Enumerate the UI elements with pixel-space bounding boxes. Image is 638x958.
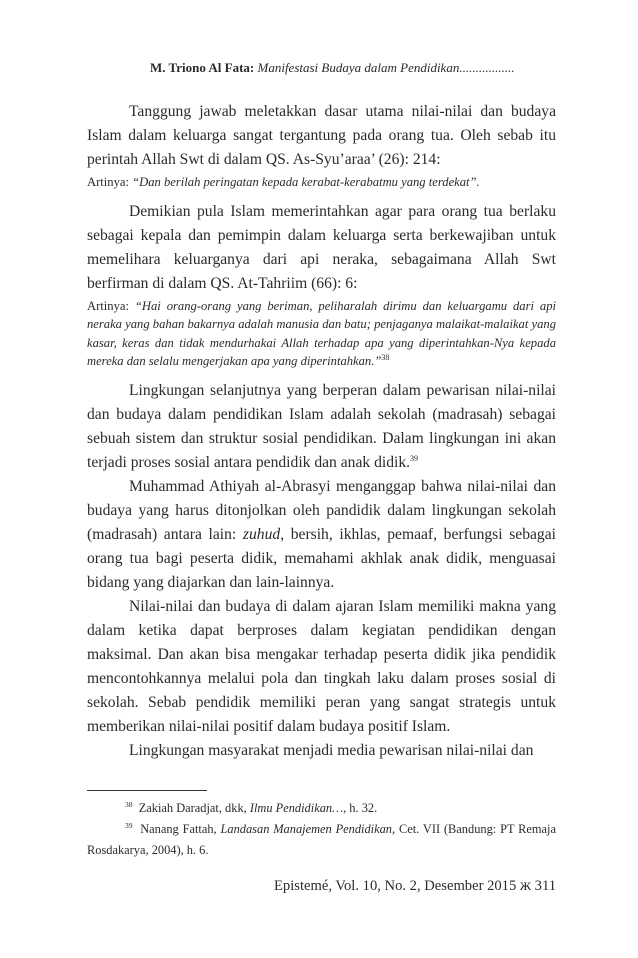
page-number: 311: [534, 878, 556, 894]
paragraph-values-meaning: Nilai-nilai dan budaya di dalam ajaran Islam memiliki makna yang dalam ketika dapat berproses dalam kegiatan pendidikan dengan maksimal. Dan akan bisa mengakar terhadap peserta didik jika pendidik mencontohkannya melalui pola dan tingkah laku dalam proses sosial di sekolah. Sebab pendidik memiliki peran yang sangat strategis untuk memberikan nilai-nilai positif dalam budaya positif Islam.: [87, 597, 556, 735]
paragraph-text: Muhammad Athiyah al-Abrasyi menganggap bahwa nilai-nilai dan budaya yang harus ditonjolkan oleh pandidik dalam lingkungan sekolah (madrasah) antara lain:: [87, 477, 556, 543]
translation-quote-2: [87, 297, 556, 371]
translation-quote-1: [87, 173, 556, 192]
paragraph-school-environment: [87, 379, 556, 475]
footnote-number: 39: [125, 820, 133, 830]
paragraph-parents-leaders: Demikian pula Islam memerintahkan agar para orang tua berlaku sebagai kepala dan pemimpin dalam keluarga serta berkewajiban untuk memelihara keluarganya dari api neraka, sebagaimana Allah Swt berfirman di dalam QS. At-Tahriim (66): 6:: [87, 202, 556, 292]
paragraph-text: , bersih, ikhlas, pemaaf, berfungsi sebagai orang tua bagi peserta didik, memahami akhlak anak didik, menguasai bidang yang diajarkan dan lain-lainnya.: [87, 525, 556, 591]
footnote-text: Nanang Fattah,: [140, 822, 221, 836]
header-title: Manifestasi Budaya dalam Pendidikan.................: [257, 60, 515, 75]
header-author: M. Triono Al Fata:: [150, 60, 255, 75]
footnote-38: [87, 798, 556, 819]
main-text: [87, 100, 556, 763]
footnote-book-title: Landasan Manajemen Pendidikan: [220, 822, 392, 836]
footnote-text: Zakiah Daradjat, dkk,: [138, 801, 250, 815]
separator-glyph: ж: [519, 877, 531, 894]
issue-info: , Vol. 10, No. 2, Desember 2015: [328, 878, 517, 894]
translation-label: Artinya:: [87, 175, 129, 189]
footnote-39: [87, 819, 556, 861]
footnote-text: , h. 32.: [343, 801, 378, 815]
paragraph-abrasyi: [87, 475, 556, 595]
footnote-divider: [87, 790, 207, 791]
emphasis-term: zuhud: [242, 525, 281, 543]
translation-label: Artinya:: [87, 298, 129, 313]
journal-name: Episteme: [274, 878, 329, 894]
translation-text: “Dan berilah peringatan kepada kerabat-kerabatmu yang terdekat”.: [132, 175, 480, 189]
translation-text: “Hai orang-orang yang beriman, peliharalah dirimu dan keluargamu dari api neraka yang bahan bakarnya adalah manusia dan batu; penjaganya malaikat-malaikat yang kasar, keras dan tidak mendurhakai Allah terhadap apa yang diperintahkan-Nya kepada mereka dan selalu mengerjakan apa yang diperintahkan.”: [87, 298, 556, 368]
footnote-text: , Cet. VII (Bandung: PT Remaja Rosdakarya, 2004), h. 6.: [87, 822, 556, 857]
running-header: [150, 60, 570, 76]
footnote-book-title: Ilmu Pendidikan…: [249, 801, 344, 815]
footnote-ref-38: 38: [381, 352, 390, 362]
paragraph-community: Lingkungan masyarakat menjadi media pewarisan nilai-nilai dan: [129, 741, 534, 759]
footnote-number: 38: [125, 799, 133, 809]
paragraph-family-responsibility: Tanggung jawab meletakkan dasar utama nilai-nilai dan budaya Islam dalam keluarga sangat tergantung pada orang tua. Oleh sebab itu perintah Allah Swt di dalam QS. As-Syu’araa’ (26): 214:: [87, 103, 556, 168]
footnote-ref-39: 39: [410, 453, 419, 463]
paragraph-text: Lingkungan selanjutnya yang berperan dalam pewarisan nilai-nilai dan budaya dalam pendidikan Islam adalah sekolah (madrasah) sebagai sebuah sistem dan struktur sosial pendidikan. Dalam lingkungan ini akan terjadi proses sosial antara pendidik dan anak didik.: [87, 381, 556, 471]
footnotes: [87, 798, 556, 861]
running-footer: [240, 877, 556, 895]
